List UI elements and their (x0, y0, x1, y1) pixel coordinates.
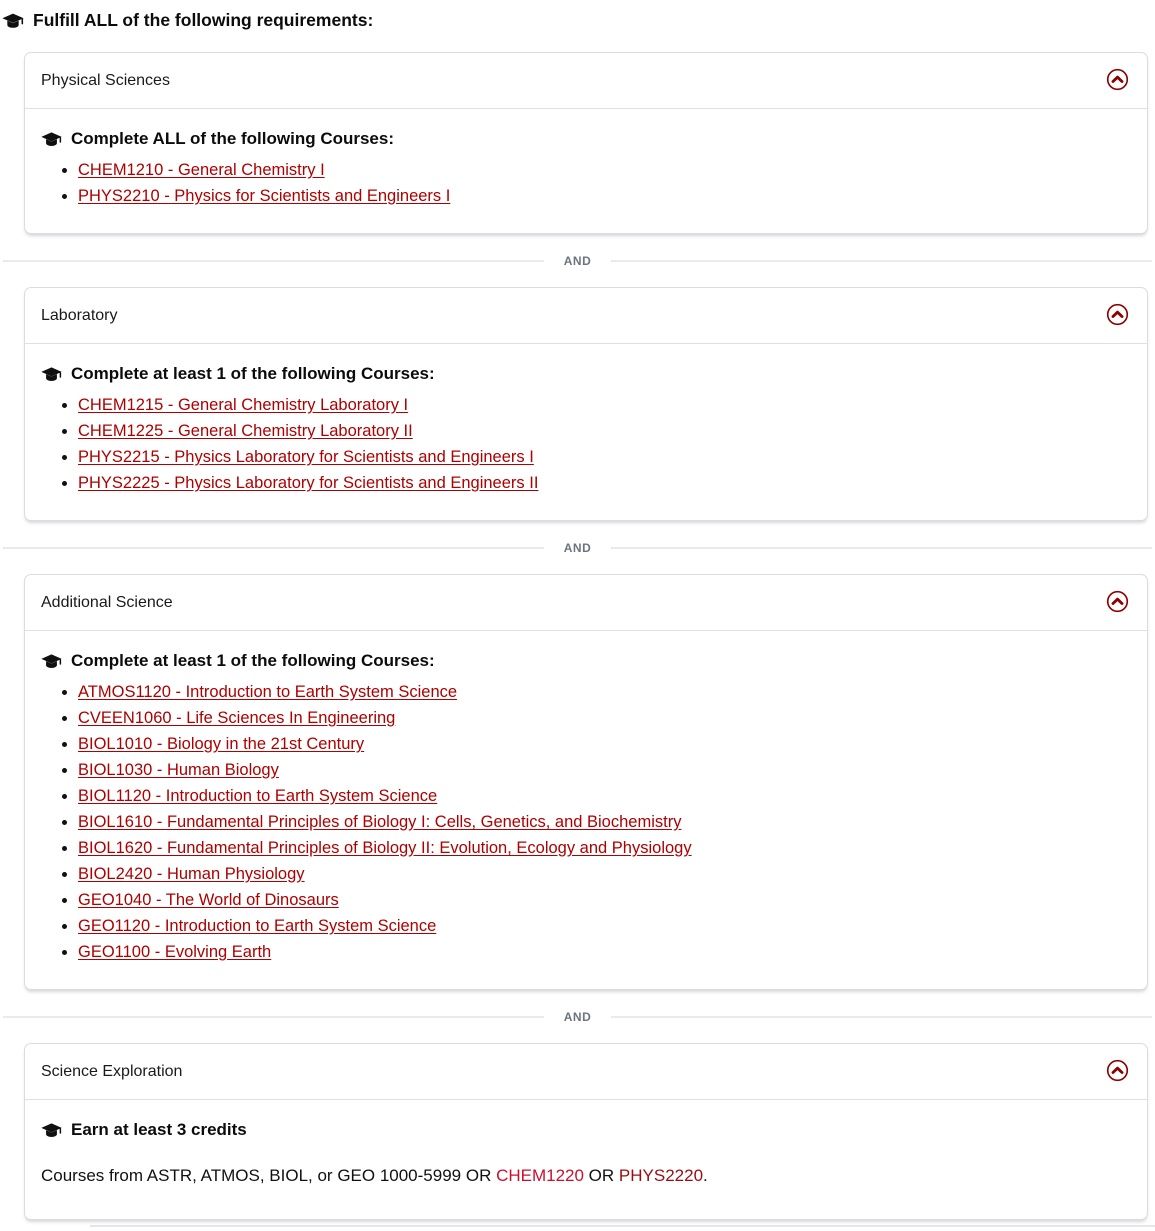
requirement-card (24, 1043, 1148, 1220)
course-link[interactable]: BIOL1010 - Biology in the 21st Century (78, 735, 365, 753)
card-body (25, 109, 1147, 233)
course-link[interactable]: CHEM1210 - General Chemistry I (78, 161, 325, 179)
course-link[interactable]: BIOL1030 - Human Biology (78, 761, 279, 779)
card-title: Laboratory (41, 306, 118, 324)
course-list-item (78, 786, 1131, 806)
collapse-toggle-button[interactable] (1104, 66, 1131, 96)
note-text: OR (583, 1166, 619, 1185)
bottom-divider (90, 1225, 1155, 1227)
course-list-item (78, 838, 1131, 858)
graduation-cap-icon (2, 13, 24, 29)
course-list-item (78, 395, 1131, 415)
divider-line (611, 547, 1152, 549)
and-label: AND (563, 253, 592, 268)
and-divider (3, 540, 1152, 555)
course-link[interactable]: BIOL2420 - Human Physiology (78, 865, 305, 883)
course-list-item (78, 682, 1131, 702)
course-link[interactable]: BIOL1120 - Introduction to Earth System Science (78, 787, 438, 805)
requirement-card (24, 52, 1148, 234)
divider-line (611, 1016, 1152, 1018)
instruction-line (41, 651, 1131, 671)
course-list-item (78, 186, 1131, 206)
note-text: . (703, 1166, 708, 1185)
course-ref-link[interactable]: PHYS2220 (618, 1166, 704, 1185)
course-list-item (78, 447, 1131, 467)
instruction-line (41, 129, 1131, 149)
and-label: AND (563, 1009, 592, 1024)
chevron-up-circle-icon (1106, 1059, 1129, 1085)
card-title: Additional Science (41, 593, 173, 611)
card-header (25, 1044, 1147, 1100)
requirement-sections (0, 52, 1155, 1220)
card-title: Physical Sciences (41, 71, 170, 89)
course-list-item (78, 421, 1131, 441)
instruction-text: Complete at least 1 of the following Courses: (71, 364, 435, 383)
card-header (25, 575, 1147, 631)
course-link[interactable]: BIOL1610 - Fundamental Principles of Biology I: Cells, Genetics, and Biochemistry (78, 813, 682, 831)
requirement-card (24, 574, 1148, 990)
divider-line (611, 260, 1152, 262)
card-header (25, 53, 1147, 109)
course-list (41, 395, 1131, 493)
collapse-toggle-button[interactable] (1104, 1057, 1131, 1087)
graduation-cap-icon (41, 654, 62, 669)
and-divider (3, 253, 1152, 268)
course-ref-link[interactable]: CHEM1220 (496, 1166, 584, 1185)
course-link[interactable]: PHYS2210 - Physics for Scientists and Engineers I (78, 187, 451, 205)
course-list-item (78, 760, 1131, 780)
divider-line (3, 1016, 544, 1018)
instruction-text: Earn at least 3 credits (71, 1120, 247, 1139)
course-list (41, 160, 1131, 206)
course-link[interactable]: CHEM1225 - General Chemistry Laboratory II (78, 422, 413, 440)
and-divider (3, 1009, 1152, 1024)
course-link[interactable]: GEO1040 - The World of Dinosaurs (78, 891, 339, 909)
card-body (25, 344, 1147, 520)
card-title: Science Exploration (41, 1062, 183, 1080)
instruction-text: Complete ALL of the following Courses: (71, 129, 394, 148)
course-link[interactable]: PHYS2225 - Physics Laboratory for Scientists and Engineers II (78, 474, 539, 492)
page-title (2, 10, 1155, 31)
chevron-up-circle-icon (1106, 68, 1129, 94)
course-list-item (78, 864, 1131, 884)
instruction-line (41, 364, 1131, 384)
collapse-toggle-button[interactable] (1104, 588, 1131, 618)
course-link[interactable]: CHEM1215 - General Chemistry Laboratory I (78, 396, 409, 414)
graduation-cap-icon (41, 132, 62, 147)
page-title-text: Fulfill ALL of the following requirements: (33, 10, 374, 30)
course-list-item (78, 812, 1131, 832)
course-list-item (78, 916, 1131, 936)
course-list (41, 682, 1131, 962)
course-link[interactable]: GEO1100 - Evolving Earth (78, 943, 272, 961)
divider-line (3, 547, 544, 549)
course-list-item (78, 942, 1131, 962)
graduation-cap-icon (41, 367, 62, 382)
divider-line (3, 260, 544, 262)
course-link[interactable]: BIOL1620 - Fundamental Principles of Biology II: Evolution, Ecology and Physiology (78, 839, 692, 857)
course-link[interactable]: GEO1120 - Introduction to Earth System Science (78, 917, 437, 935)
course-link[interactable]: ATMOS1120 - Introduction to Earth System Science (78, 683, 458, 701)
course-link[interactable]: CVEEN1060 - Life Sciences In Engineering (78, 709, 396, 727)
instruction-line (41, 1120, 1131, 1140)
instruction-text: Complete at least 1 of the following Courses: (71, 651, 435, 670)
collapse-toggle-button[interactable] (1104, 301, 1131, 331)
requirement-card (24, 287, 1148, 521)
chevron-up-circle-icon (1106, 303, 1129, 329)
graduation-cap-icon (41, 1123, 62, 1138)
course-list-item (78, 708, 1131, 728)
course-list-item (78, 160, 1131, 180)
course-list-item (78, 734, 1131, 754)
course-list-item (78, 473, 1131, 493)
note-text: Courses from ASTR, ATMOS, BIOL, or GEO 1000-5999 OR (41, 1166, 497, 1185)
card-body (25, 1100, 1147, 1219)
card-header (25, 288, 1147, 344)
course-list-item (78, 890, 1131, 910)
card-body (25, 631, 1147, 989)
requirement-note (41, 1165, 1131, 1187)
and-label: AND (563, 540, 592, 555)
course-link[interactable]: PHYS2215 - Physics Laboratory for Scientists and Engineers I (78, 448, 534, 466)
chevron-up-circle-icon (1106, 590, 1129, 616)
